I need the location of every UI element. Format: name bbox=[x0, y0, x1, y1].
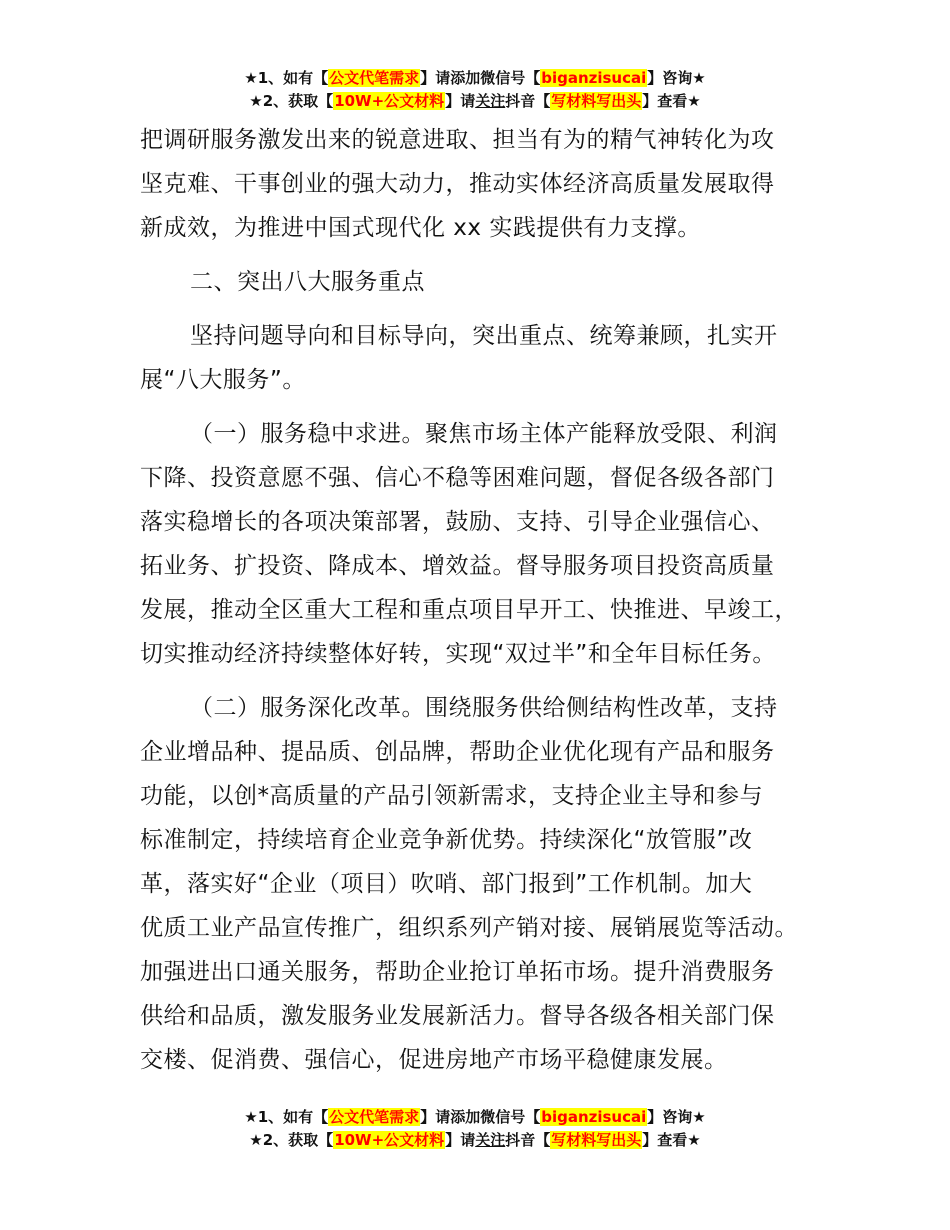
section-heading bbox=[140, 260, 830, 304]
banner-line-2 bbox=[0, 1129, 950, 1152]
text-line: （二）服务深化改革。围绕服务供给侧结构性改革，支持 bbox=[190, 695, 778, 721]
banner-text: 】请 bbox=[445, 92, 476, 110]
text-line: 企业增品种、提品质、创品牌，帮助企业优化现有产品和服务 bbox=[140, 739, 775, 765]
banner-text: 】查看★ bbox=[642, 92, 701, 110]
banner-text: ★1、如有【 bbox=[244, 69, 329, 87]
paragraph-2 bbox=[140, 314, 830, 402]
text-line: 加强进出口通关服务，帮助企业抢订单拓市场。提升消费服务 bbox=[140, 959, 775, 985]
text-line: 坚克难、干事创业的强大动力，推动实体经济高质量发展取得 bbox=[140, 171, 775, 197]
banner-text: 】请添加微信号【 bbox=[420, 1108, 541, 1126]
banner-text: ★2、获取【 bbox=[249, 92, 334, 110]
highlight-douyin: 写材料写出头 bbox=[551, 92, 642, 110]
highlight-service: 公文代笔需求 bbox=[329, 1108, 420, 1126]
paragraph-1 bbox=[140, 118, 830, 250]
text-line: 下降、投资意愿不强、信心不稳等困难问题，督促各级各部门 bbox=[140, 465, 775, 491]
text-line: 标准制定，持续培育企业竞争新优势。持续深化“放管服”改 bbox=[140, 827, 753, 853]
highlight-wechat-id: biganzisucai bbox=[541, 1108, 647, 1126]
banner-text: ★1、如有【 bbox=[244, 1108, 329, 1126]
text-line: 供给和品质，激发服务业发展新活力。督导各级各相关部门保 bbox=[140, 1003, 775, 1029]
banner-line-1 bbox=[0, 1106, 950, 1129]
banner-text: 】咨询★ bbox=[647, 1108, 706, 1126]
banner-underlined-text: 关注 bbox=[475, 92, 506, 110]
banner-text: 】请添加微信号【 bbox=[420, 69, 541, 87]
document-body bbox=[140, 118, 830, 1092]
text-line: 优质工业产品宣传推广，组织系列产销对接、展销展览等活动。 bbox=[140, 915, 798, 941]
banner-text: 】咨询★ bbox=[647, 69, 706, 87]
banner-text: 】查看★ bbox=[642, 1131, 701, 1149]
banner-text: 】请 bbox=[445, 1131, 476, 1149]
text-line: 拓业务、扩投资、降成本、增效益。督导服务项目投资高质量 bbox=[140, 553, 775, 579]
banner-line-1 bbox=[0, 67, 950, 90]
banner-line-2 bbox=[0, 90, 950, 113]
text-line: 革，落实好“企业（项目）吹哨、部门报到”工作机制。加大 bbox=[140, 871, 753, 897]
text-line: 交楼、促消费、强信心，促进房地产市场平稳健康发展。 bbox=[140, 1047, 728, 1073]
text-line: 落实稳增长的各项决策部署，鼓励、支持、引导企业强信心、 bbox=[140, 509, 775, 535]
section-heading-text: 二、突出八大服务重点 bbox=[190, 269, 425, 295]
text-line: 坚持问题导向和目标导向，突出重点、统筹兼顾，扎实开 bbox=[190, 323, 778, 349]
text-line: 切实推动经济持续整体好转，实现“双过半”和全年目标任务。 bbox=[140, 641, 776, 667]
highlight-service: 公文代笔需求 bbox=[329, 69, 420, 87]
text-line: 发展，推动全区重大工程和重点项目早开工、快推进、早竣工， bbox=[140, 597, 798, 623]
banner-text: ★2、获取【 bbox=[249, 1131, 334, 1149]
text-line: 展“八大服务”。 bbox=[140, 367, 306, 393]
banner-underlined-text: 关注 bbox=[475, 1131, 506, 1149]
paragraph-4 bbox=[140, 686, 830, 1082]
text-line: （一）服务稳中求进。聚焦市场主体产能释放受限、利润 bbox=[190, 421, 778, 447]
highlight-wechat-id: biganzisucai bbox=[541, 69, 647, 87]
banner-text: 抖音【 bbox=[505, 1131, 551, 1149]
text-line: 把调研服务激发出来的锐意进取、担当有为的精气神转化为攻 bbox=[140, 127, 775, 153]
highlight-douyin: 写材料写出头 bbox=[551, 1131, 642, 1149]
header-banner bbox=[0, 67, 950, 113]
highlight-materials: 10W+公文材料 bbox=[334, 92, 445, 110]
text-line: 新成效，为推进中国式现代化 xx 实践提供有力支撑。 bbox=[140, 215, 701, 241]
paragraph-3 bbox=[140, 412, 830, 676]
banner-text: 抖音【 bbox=[505, 92, 551, 110]
highlight-materials: 10W+公文材料 bbox=[334, 1131, 445, 1149]
footer-banner bbox=[0, 1106, 950, 1152]
text-line: 功能，以创*高质量的产品引领新需求，支持企业主导和参与 bbox=[140, 783, 763, 809]
